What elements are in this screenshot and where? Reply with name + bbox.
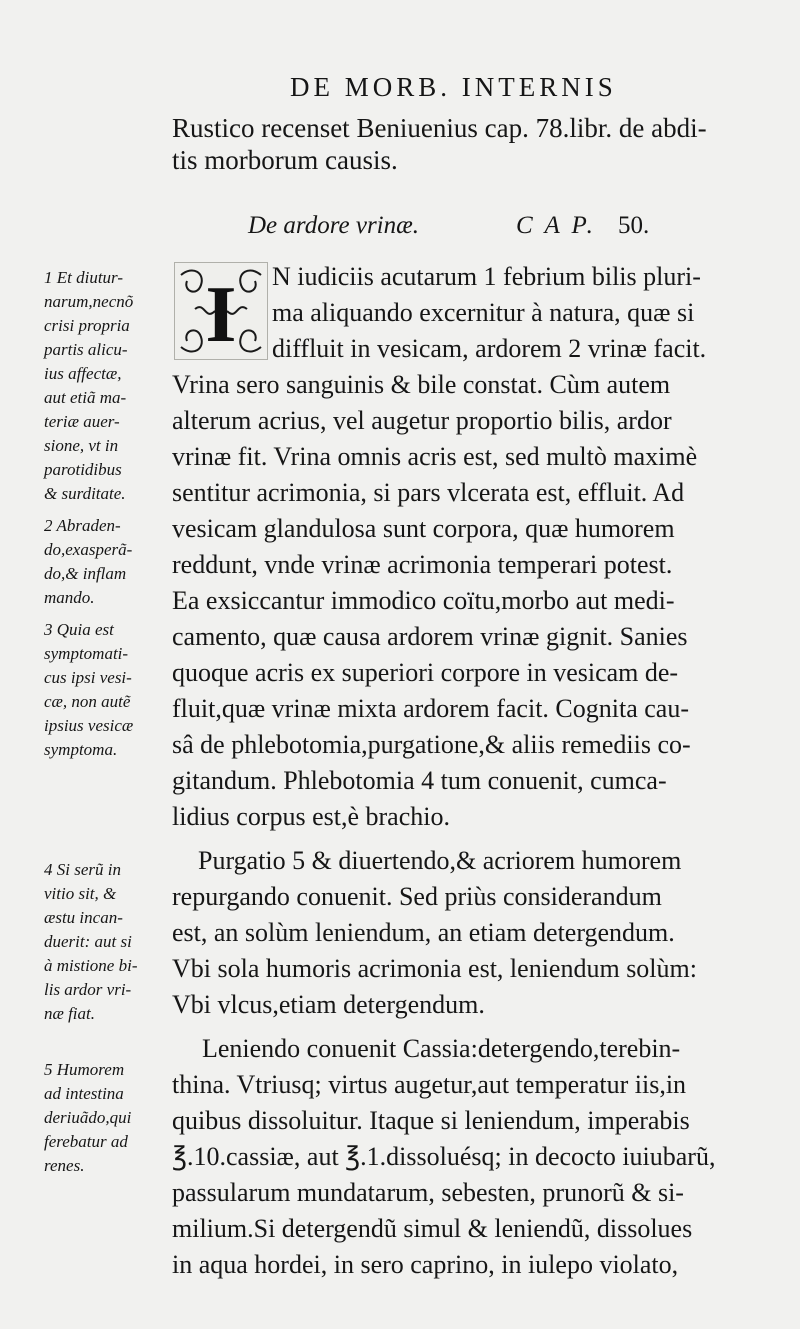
- body-line: Vrina sero sanguinis & bile constat. Cùm autem: [172, 370, 671, 399]
- margin-note-line: mando.: [44, 588, 95, 607]
- body-line: repurgando conuenit. Sed priùs considerandum: [172, 882, 662, 911]
- margin-note-line: 4 Si serũ in: [44, 860, 121, 879]
- body-line: thina. Vtriusq; virtus augetur,aut temperatur iis,in: [172, 1070, 687, 1099]
- body-line: ma aliquando excernitur à natura, quæ si: [272, 298, 695, 327]
- margin-note-line: cæ, non autẽ: [44, 692, 131, 711]
- body-line: lidius corpus est,è brachio.: [172, 802, 450, 831]
- margin-note-line: teriæ auer-: [44, 412, 120, 431]
- margin-note-line: 1 Et diutur-: [44, 268, 123, 287]
- chapter-heading: [248, 212, 728, 252]
- body-line: quoque acris ex superiori corpore in vesicam de-: [172, 658, 679, 687]
- body-line: vrinæ fit. Vrina omnis acris est, sed multò maximè: [172, 442, 698, 471]
- margin-note-line: æstu incan-: [44, 908, 123, 927]
- margin-note-line: do,& inflam: [44, 564, 127, 583]
- body-line: Vbi vlcus,etiam detergendum.: [172, 990, 485, 1019]
- margin-note-line: 5 Humorem: [44, 1060, 125, 1079]
- margin-note-line: 2 Abraden-: [44, 516, 121, 535]
- margin-note-line: narum,necnõ: [44, 292, 134, 311]
- body-line: Purgatio 5 & diuertendo,& acriorem humorem: [198, 846, 682, 875]
- margin-note-line: do,exasperã-: [44, 540, 133, 559]
- body-line: in aqua hordei, in sero caprino, in iulepo violato,: [172, 1250, 679, 1279]
- body-line: ℥.10.cassiæ, aut ℥.1.dissoluésq; in decocto iuiubarũ,: [172, 1142, 716, 1171]
- body-line: alterum acrius, vel augetur proportio bilis, ardor: [172, 406, 672, 435]
- margin-note-line: næ fiat.: [44, 1004, 96, 1023]
- body-line: camento, quæ causa ardorem vrinæ gignit. Sanies: [172, 622, 688, 651]
- body-line: Vbi sola humoris acrimonia est, leniendum solùm:: [172, 954, 697, 983]
- margin-note-line: & surditate.: [44, 484, 126, 503]
- ornament-initial-icon: [175, 263, 267, 359]
- body-line: gitandum. Phlebotomia 4 tum conuenit, cumca-: [172, 766, 667, 795]
- body-line: sâ de phlebotomia,purgatione,& aliis remediis co-: [172, 730, 691, 759]
- body-line: milium.Si detergendũ simul & leniendũ, dissolues: [172, 1214, 693, 1243]
- margin-note-line: partis alicu-: [44, 340, 128, 359]
- margin-note-line: cus ipsi vesi-: [44, 668, 132, 687]
- margin-note-line: ferebatur ad: [44, 1132, 128, 1151]
- margin-note-line: ipsius vesicæ: [44, 716, 134, 735]
- margin-note-line: vitio sit, &: [44, 884, 117, 903]
- body-line: vesicam glandulosa sunt corpora, quæ humorem: [172, 514, 675, 543]
- margin-note-line: symptoma.: [44, 740, 118, 759]
- body-line: reddunt, vnde vrinæ acrimonia temperari potest.: [172, 550, 673, 579]
- body-line: diffluit in vesicam, ardorem 2 vrinæ facit.: [272, 334, 707, 363]
- body-line: N iudiciis acutarum 1 febrium bilis pluri-: [272, 262, 701, 291]
- margin-note-line: deriuãdo,qui: [44, 1108, 132, 1127]
- margin-note-line: renes.: [44, 1156, 85, 1175]
- margin-note-line: crisi propria: [44, 316, 130, 335]
- margin-note-line: ius affectæ,: [44, 364, 122, 383]
- decorated-initial-letter: [174, 262, 268, 360]
- margin-note-line: sione, vt in: [44, 436, 119, 455]
- initial-letter: I: [205, 271, 237, 359]
- body-line: fluit,quæ vrinæ mixta ardorem facit. Cognita cau-: [172, 694, 689, 723]
- margin-note-line: 3 Quia est: [44, 620, 114, 639]
- running-title: DE MORB. INTERNIS: [290, 72, 617, 102]
- chapter-number: 50.: [618, 212, 650, 239]
- margin-note-line: aut etiã ma-: [44, 388, 127, 407]
- margin-note-line: lis ardor vri-: [44, 980, 132, 999]
- margin-note-line: parotidibus: [44, 460, 122, 479]
- intro-paragraph: [172, 112, 772, 176]
- body-line: quibus dissoluitur. Itaque si leniendum, imperabis: [172, 1106, 690, 1135]
- body-line: passularum mundatarum, sebesten, prunorũ & si-: [172, 1178, 684, 1207]
- body-line: Ea exsiccantur immodico coïtu,morbo aut medi-: [172, 586, 675, 615]
- chapter-title: De ardore vrinæ.: [248, 212, 420, 239]
- body-line: est, an solùm leniendum, an etiam detergendum.: [172, 918, 675, 947]
- margin-note-line: symptomati-: [44, 644, 129, 663]
- body-line: sentitur acrimonia, si pars vlcerata est, effluit. Ad: [172, 478, 685, 507]
- chapter-label: C A P.: [516, 212, 596, 239]
- margin-note-line: à mistione bi-: [44, 956, 138, 975]
- margin-note-line: ad intestina: [44, 1084, 124, 1103]
- body-line: Leniendo conuenit Cassia:detergendo,terebin-: [202, 1034, 681, 1063]
- margin-note-line: duerit: aut si: [44, 932, 132, 951]
- intro-line: Rustico recenset Beniuenius cap. 78.libr. de abdi-: [172, 113, 707, 143]
- intro-line: tis morborum causis.: [172, 145, 398, 175]
